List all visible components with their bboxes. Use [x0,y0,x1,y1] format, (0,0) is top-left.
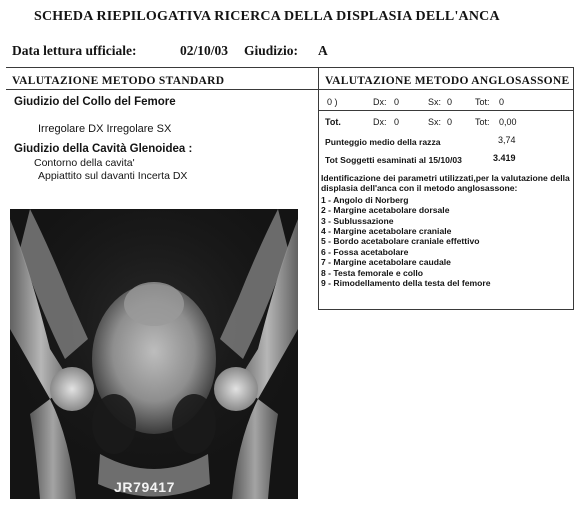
hip-radiograph [10,209,298,499]
parameter-item: 4 - Margine acetabolare craniale [321,226,452,237]
reading-date-label: Data lettura ufficiale: [12,43,137,58]
anglo-row2-sx-value: 0 [447,117,453,127]
soggetti-label: Tot Soggetti esaminati al 15/10/03 [325,155,462,165]
anglo-row1-tot-label: Tot: [475,97,490,107]
anglo-row1-tot-value: 0 [499,97,505,107]
cavita-line-2: Appiattito sul davanti Incerta DX [38,170,188,182]
cavita-title: Giudizio della Cavità Glenoidea : [14,143,193,155]
judgement-label: Giudizio: [244,43,299,58]
judgement-value: A [318,43,328,58]
right-border [573,67,574,309]
parameter-item: 6 - Fossa acetabolare [321,246,409,257]
column-divider [318,67,319,309]
radiograph-id: JR79417 [114,479,176,495]
anglo-heading: VALUTAZIONE METODO ANGLOSASSONE [325,75,570,87]
radiograph-image [10,209,298,499]
cavita-line-1: Contorno della cavita' [34,157,135,169]
anglo-row1-label: 0 ) [327,97,338,107]
anglo-row2-tot-value: 0,00 [499,117,517,127]
anglo-row1-sx-value: 0 [447,97,453,107]
parameter-item: 3 - Sublussazione [321,215,394,226]
punteggio-value: 3,74 [498,135,516,145]
standard-heading: VALUTAZIONE METODO STANDARD [12,75,225,87]
anglo-row2-tot-label: Tot: [475,117,490,127]
standard-heading-underline [6,89,318,90]
anglo-row2-dx-label: Dx: [373,117,387,127]
soggetti-value: 3.419 [493,153,516,163]
document-title: SCHEDA RIEPILOGATIVA RICERCA DELLA DISPLASIA DELL'ANCA [34,9,500,24]
anglo-row1-dx-label: Dx: [373,97,387,107]
anglo-row1-dx-value: 0 [394,97,400,107]
anglo-bottom-border [318,309,574,310]
parameters-intro: Identificazione dei parametri utilizzati,per la valutazione della displasia dell'anca con il metodo anglosassone: [321,173,570,194]
parameter-item: 5 - Bordo acetabolare craniale effettivo [321,236,480,247]
anglo-row2-label: Tot. [325,117,341,127]
parameter-item: 8 - Testa femorale e collo [321,267,424,278]
parameter-item: 9 - Rimodellamento della testa del femore [321,278,491,289]
anglo-row1-sx-label: Sx: [428,97,442,107]
parameter-item: 1 - Angolo di Norberg [321,194,409,205]
reading-date-value: 02/10/03 [180,43,229,58]
parameter-item: 2 - Margine acetabolare dorsale [321,205,450,216]
anglo-heading-underline [318,89,574,90]
punteggio-label: Punteggio medio della razza [325,137,441,147]
anglo-row-divider [318,110,574,111]
parameters-list [321,173,573,288]
anglo-row2-sx-label: Sx: [428,117,442,127]
anglo-row2-dx-value: 0 [394,117,400,127]
header-divider [6,67,574,68]
collo-value: Irregolare DX Irregolare SX [38,123,172,135]
collo-title: Giudizio del Collo del Femore [14,96,176,108]
parameter-item: 7 - Margine acetabolare caudale [321,257,451,268]
